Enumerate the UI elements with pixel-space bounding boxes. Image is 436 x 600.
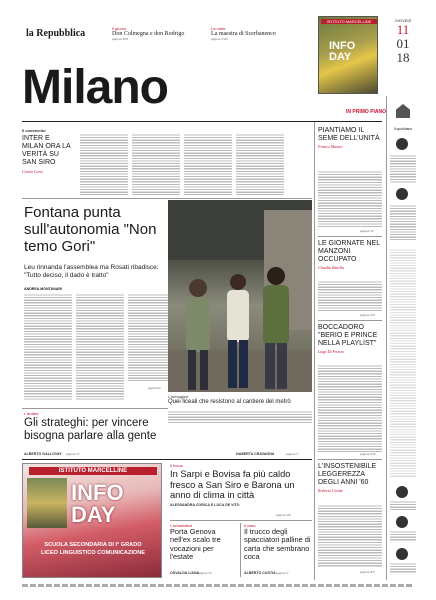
strip-icon-building (396, 104, 410, 118)
caso-kicker: Il caso (244, 523, 256, 528)
right-item-4[interactable] (318, 463, 382, 493)
analysis-rule (22, 408, 168, 409)
photo-caption-title: Quei liceali che resistono al cantiere del metrò (168, 399, 291, 405)
masthead-book-brand: ISTITUTO MARCELLINE (321, 19, 377, 24)
main-body-col2 (76, 293, 124, 401)
masthead-book-image (318, 16, 378, 94)
date-weekday: GIOVEDÌ (394, 18, 412, 23)
right-item-1-title: PIANTIAMO IL SEME DELL'UNITÀ (318, 127, 380, 142)
masthead-rule (22, 121, 382, 122)
teaser-left[interactable] (112, 26, 212, 41)
right-item-3-page: pagina XVI (360, 452, 376, 456)
main-page-ref: pagina II (148, 386, 161, 390)
urbanistica-page: pagina VI (198, 571, 212, 575)
urbanistica-headline: Porta Genova nell'ex scalo tre vocazioni per l'estate (170, 527, 221, 562)
comment-body-col4 (236, 133, 284, 195)
strip-icon-circle-2 (396, 188, 408, 200)
caso-block[interactable] (244, 523, 312, 562)
date-year: 18 (396, 50, 410, 65)
teaser-right-page: pagina XVII (211, 37, 228, 41)
ad-line2: LICEO LINGUISTICO COMUNICAZIONE (40, 550, 146, 556)
section-title: Milano (22, 61, 168, 114)
right-item-3-body (318, 364, 382, 452)
main-body-col1 (24, 293, 72, 401)
analysis-author2: NABERTA CRAVAGNA (236, 452, 275, 456)
right-col-divider (314, 122, 315, 580)
strip-icon-circle-1 (396, 138, 408, 150)
analysis-author: ALBERTO GALLOVAY (24, 452, 62, 456)
comment-body-col1 (80, 133, 128, 195)
right-item-2-author: Claudia Zanella (318, 265, 345, 270)
teaser-left-kicker: Il giorno (112, 26, 127, 31)
comment-body-col2 (132, 133, 180, 195)
ad-brand: ISTITUTO MARCELLINE (29, 467, 157, 475)
focus-bottom-rule (170, 520, 312, 521)
caso-divider (240, 523, 241, 577)
comment-body-col3 (184, 133, 232, 195)
right-item-4-title: L'INSOSTENIBILE LEGGEREZZA DEGLI ANNI '60 (318, 463, 377, 486)
teaser-right-title: La maestra di Scerbanenco (211, 31, 276, 37)
photo-caption-kicker: L'immagine (168, 394, 189, 399)
caso-headline: Il trucco degli spacciatori palline di carta che sembrano coca (244, 527, 311, 562)
date-day: 11 (396, 22, 410, 37)
strip-top-label: Il quotidiano (393, 127, 413, 131)
strip-text-4 (390, 500, 416, 510)
right-item-4-page: pagina XV (360, 570, 375, 574)
comment-author: Curzio Curzi (22, 169, 43, 174)
right-item-2[interactable] (318, 240, 382, 270)
ad-info-day: INFO DAY (71, 480, 124, 527)
strip-icon-circle-3 (396, 486, 408, 498)
right-item-3-title: BOCCADORO "BERIO E PRINCE NELLA PLAYLIST" (318, 324, 378, 347)
right-item-3[interactable] (318, 324, 382, 354)
strip-divider (386, 96, 387, 580)
right-item-1-body (318, 170, 382, 228)
caso-author: ALBERTO CUSTIA (244, 571, 276, 575)
focus-block[interactable] (170, 463, 312, 507)
right-item-2-page: pagina XII (360, 313, 375, 317)
date-month: 01 (396, 36, 410, 51)
right-rule-2 (318, 320, 382, 321)
teaser-left-page: pagina XIII (112, 37, 128, 41)
teaser-right[interactable] (211, 26, 311, 41)
right-item-4-author: Roberto Cicala (318, 488, 343, 493)
right-rule-3 (318, 459, 382, 460)
strip-text-5 (390, 530, 416, 542)
strip-icon-circle-4 (396, 516, 408, 528)
photo-scene (168, 200, 312, 392)
footer-fineprint (22, 584, 412, 587)
caso-page: pagina V (276, 571, 289, 575)
main-headline[interactable]: Fontana punta sull'autonomia "Non temo Gori" (24, 204, 157, 255)
right-item-1-author: Franco Mussoi (318, 144, 343, 149)
urbanistica-author: OSVALDA LIANA (170, 571, 200, 575)
strip-text-1 (390, 154, 416, 184)
strip-text-6 (390, 562, 416, 574)
date-block (390, 18, 416, 65)
urbanistica-block[interactable] (170, 523, 238, 562)
top-row-rule (22, 198, 312, 199)
strip-text-2 (390, 204, 416, 240)
main-deck: Leu rinnanda l'assemblea ma Rosati ribadisce: "Tutto deciso, il dado è tratto" (24, 264, 159, 279)
right-item-3-author: Luigi Di Fronzo (318, 349, 344, 354)
analysis-kicker: L'analisi (24, 411, 39, 416)
right-item-1-page: pagina VI (360, 229, 374, 233)
right-item-1[interactable] (318, 127, 382, 149)
paper-logo: la Repubblica (26, 28, 86, 39)
photo-caption (168, 394, 312, 405)
photo-caption-body (168, 410, 312, 424)
comment-kicker: Il commento (22, 128, 46, 133)
focus-author: ALESSANDRA CORICA E LUCA DE VITO (170, 502, 240, 507)
in-primo-piano-label: IN PRIMO PIANO (346, 109, 387, 115)
main-author: ANDREA MONTANARI (24, 287, 62, 291)
right-item-2-body (318, 280, 382, 312)
focus-kicker: Il focus (170, 463, 183, 468)
focus-headline: In Sarpi e Bovisa fa più caldo fresco a San Siro e Barona un anno di clima in città (170, 469, 295, 500)
teaser-left-title: Don Colmegna e don Rodrigo (112, 31, 185, 37)
urbanistica-kicker: L'urbanistica (170, 523, 193, 528)
ad-photo-strip (27, 478, 67, 528)
analysis-block[interactable] (24, 411, 166, 443)
strip-icon-circle-5 (396, 548, 408, 560)
right-item-2-title: LE GIORNATE NEL MANZONI OCCUPATO (318, 240, 380, 263)
right-rule-1 (318, 236, 382, 237)
masthead-book-big: INFO DAY (329, 40, 356, 63)
right-item-4-body (318, 504, 382, 568)
analysis-headline: Gli strateghi: per vincere bisogna parlare alla gente (24, 417, 157, 442)
comment-block[interactable] (22, 128, 72, 174)
strip-text-3 (390, 248, 416, 478)
main-photo (168, 200, 312, 392)
analysis-bottom-rule (22, 459, 312, 460)
ad-line1: SCUOLA SECONDARIA DI I° GRADO (44, 542, 142, 548)
teaser-right-kicker: La notte (211, 26, 226, 31)
focus-page: pagina VII (276, 513, 291, 517)
analysis-page2: pagina V (286, 452, 299, 456)
comment-title: INTER E MILAN ORA LA VERITÀ SU SAN SIRO (22, 135, 71, 166)
ad-banner[interactable] (22, 463, 162, 578)
analysis-page: pagina IV (66, 452, 80, 456)
